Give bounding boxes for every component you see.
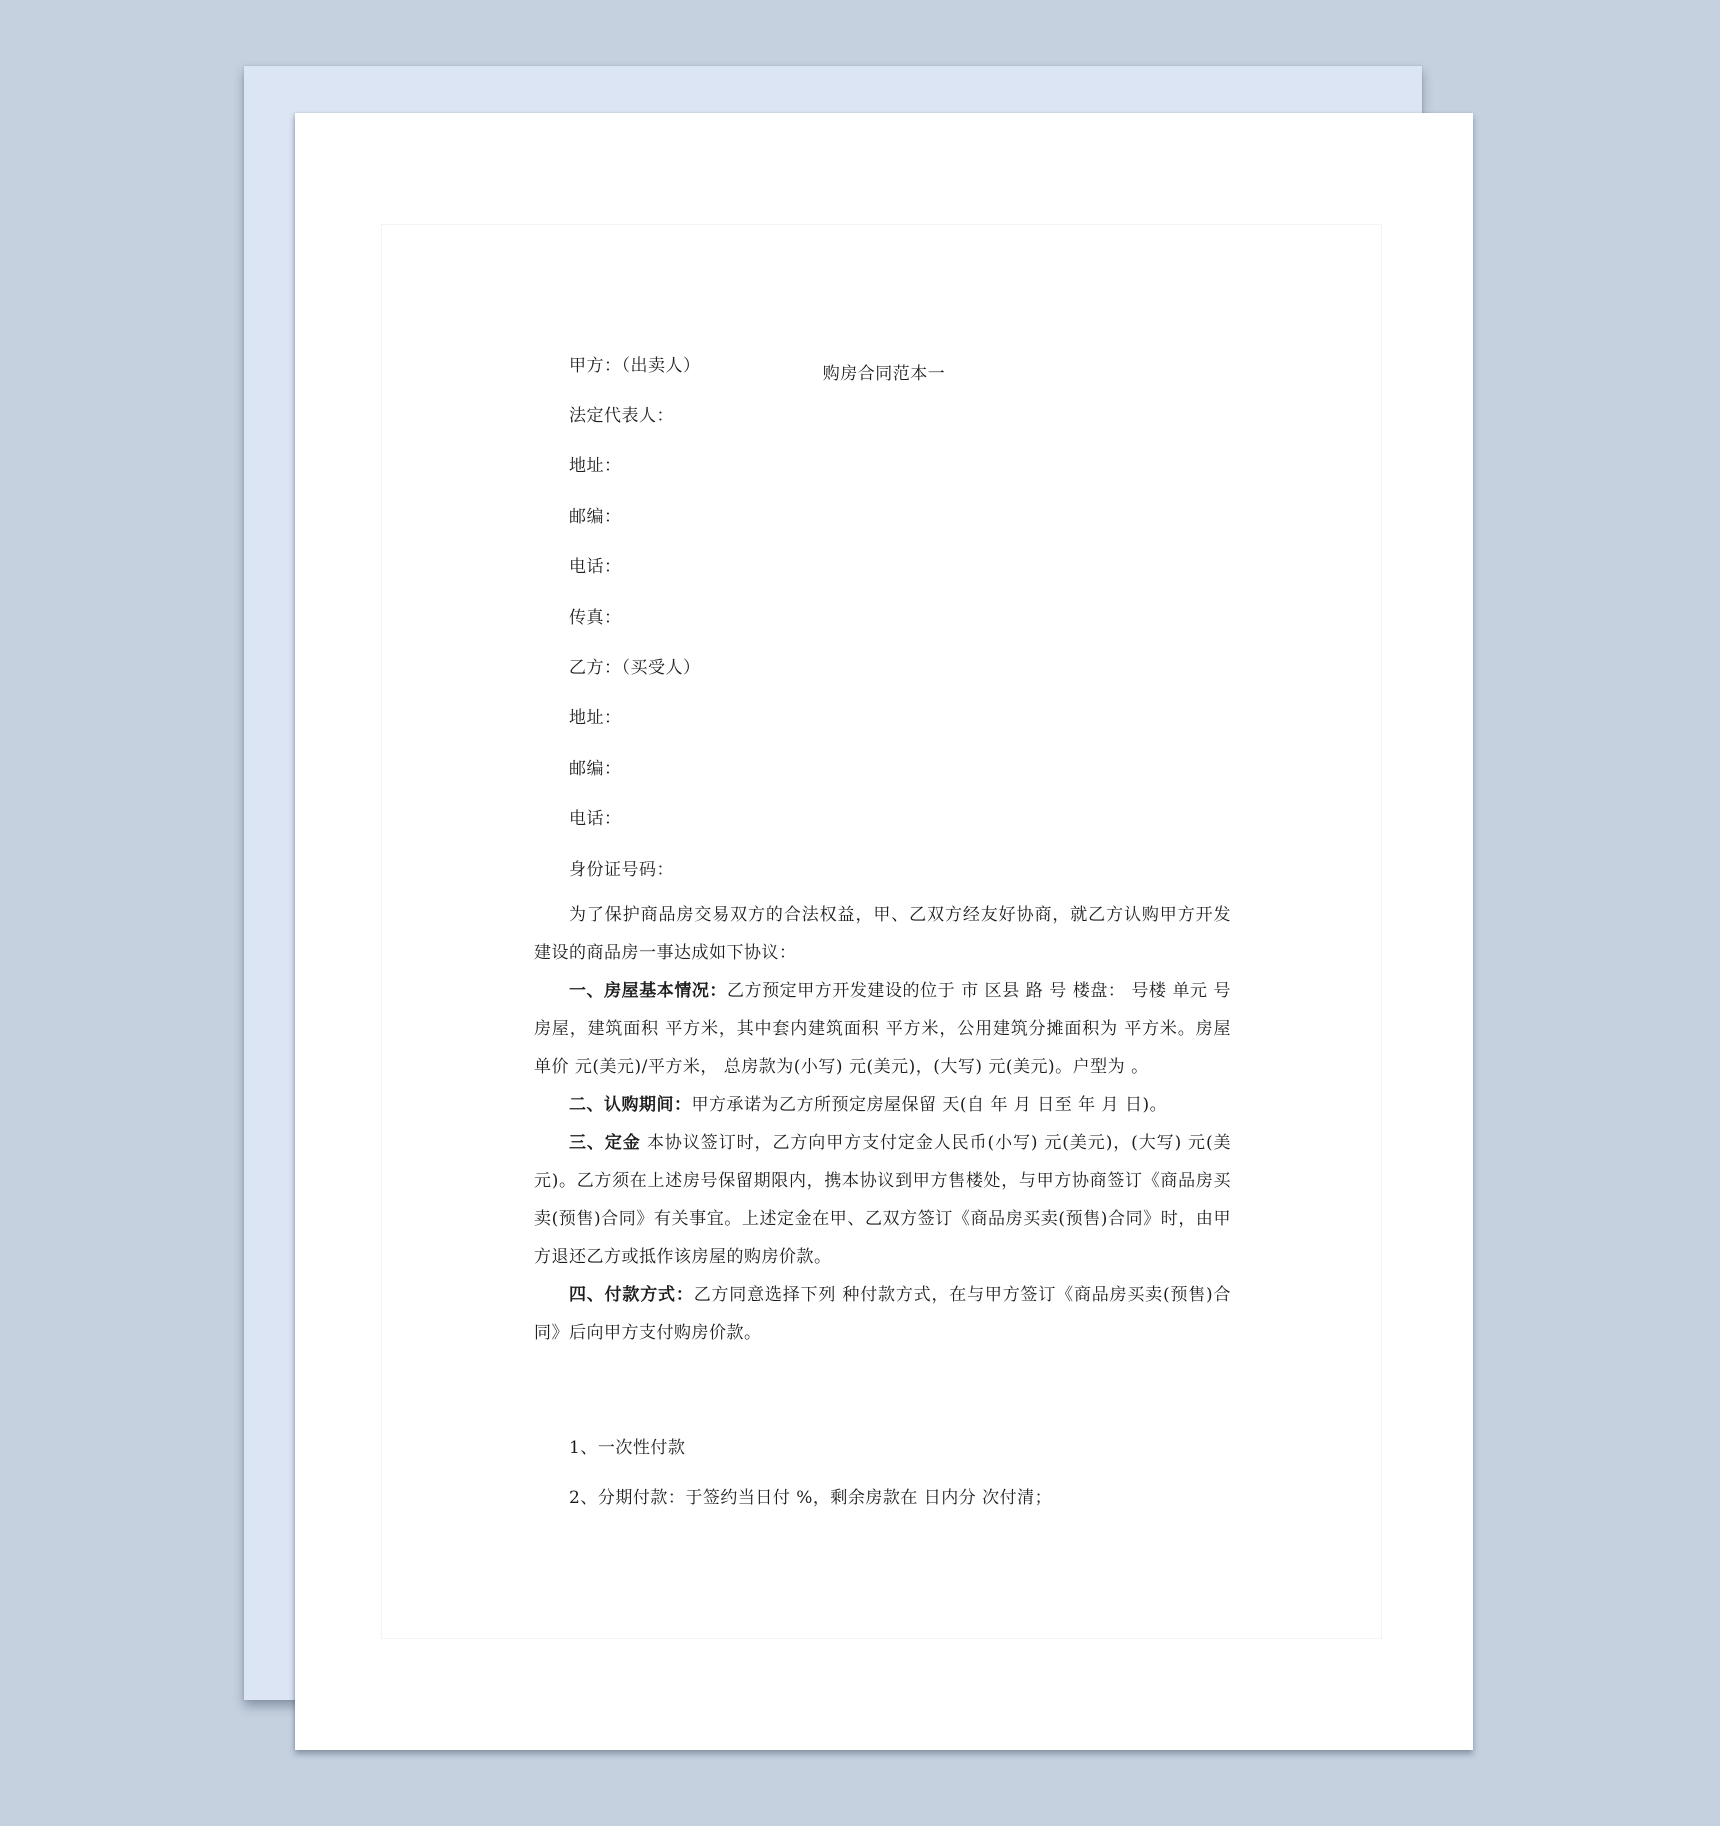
document-page [295, 113, 1473, 1750]
section-heading: 一、房屋基本情况： [569, 981, 727, 1001]
party-b-id-number: 身份证号码： [569, 860, 674, 880]
party-a-legal-rep: 法定代表人： [569, 406, 674, 426]
section-heading: 二、认购期间： [569, 1095, 692, 1115]
section-body: 甲方承诺为乙方所预定房屋保留 天(自 年 月 日至 年 月 日)。 [691, 1095, 1168, 1115]
preamble-paragraph: 为了保护商品房交易双方的合法权益，甲、乙双方经友好协商，就乙方认购甲方开发建设的商品房一事达成如下协议： [534, 905, 1231, 963]
section-heading: 四、付款方式： [569, 1285, 694, 1305]
section-subscription-period [534, 1086, 1231, 1124]
payment-option-installment: 2、分期付款：于签约当日付 %，剩余房款在 日内分 次付清； [569, 1488, 1053, 1508]
party-a-phone: 电话： [569, 557, 622, 577]
party-b-heading: 乙方：（买受人） [569, 658, 701, 678]
party-a-postcode: 邮编： [569, 507, 622, 527]
section-body: 本协议签订时，乙方向甲方支付定金人民币(小写) 元(美元)，(大写) 元(美元)。乙方须在上述房号保留期限内，携本协议到甲方售楼处，与甲方协商签订《商品房买卖(预售)合同》有关事宜。上述定金在甲、乙双方签订《商品房买卖(预售)合同》时，由甲方退还乙方或抵作该房屋的购房价款。 [534, 1133, 1231, 1267]
payment-option-lump-sum: 1、一次性付款 [569, 1438, 686, 1458]
section-body: 乙方预定甲方开发建设的位于 市 区县 路 号 楼盘： 号楼 单元 号房屋，建筑面积 平方米，其中套内建筑面积 平方米，公用建筑分摊面积为 平方米。房屋单价 元(美元)/平方米， 总房款为(小写) 元(美元)，(大写) 元(美元)。户型为 。 [534, 981, 1232, 1077]
section-house-info [534, 972, 1231, 1086]
section-payment-method [534, 1276, 1231, 1352]
party-b-phone: 电话： [569, 809, 622, 829]
section-deposit [534, 1124, 1231, 1276]
document-title: 购房合同范本一 [822, 364, 946, 384]
party-b-postcode: 邮编： [569, 759, 622, 779]
party-a-heading: 甲方：（出卖人） [569, 356, 701, 376]
section-heading: 三、定金 [569, 1133, 641, 1153]
party-b-address: 地址： [569, 708, 622, 728]
party-a-address: 地址： [569, 456, 622, 476]
party-a-fax: 传真： [569, 608, 622, 628]
section-body: 乙方同意选择下列 种付款方式，在与甲方签订《商品房买卖(预售)合同》后向甲方支付购房价款。 [534, 1285, 1232, 1343]
